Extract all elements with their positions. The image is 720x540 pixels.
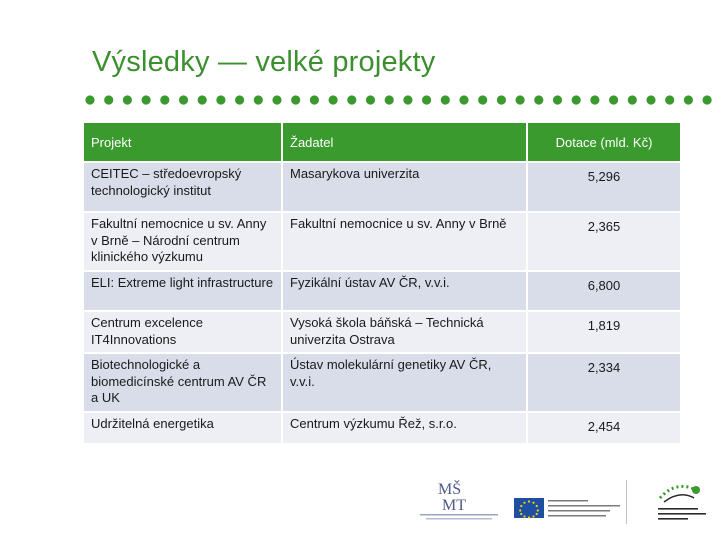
cell-applicant: Centrum výzkumu Řež, s.r.o.	[282, 412, 527, 444]
header-applicant: Žadatel	[282, 123, 527, 162]
header-subsidy: Dotace (mld. Kč)	[527, 123, 681, 162]
divider-dot	[329, 95, 338, 104]
divider-dot	[179, 95, 188, 104]
divider-dot	[310, 95, 319, 104]
divider-dot	[441, 95, 450, 104]
divider-dot	[628, 95, 637, 104]
cell-applicant: Vysoká škola báňská – Technická univerzita Ostrava	[282, 311, 527, 353]
eu-flag-icon	[512, 476, 632, 536]
cell-project: CEITEC – středoevropský technologický institut	[84, 162, 282, 212]
header-project: Projekt	[84, 123, 282, 162]
table-row	[84, 353, 681, 412]
divider-dot	[572, 95, 581, 104]
divider-dot	[123, 95, 132, 104]
slide-title: Výsledky — velké projekty	[92, 46, 436, 78]
divider-dot	[422, 95, 431, 104]
cell-subsidy: 1,819	[527, 311, 681, 353]
cell-project: Fakultní nemocnice u sv. Anny v Brně – Národní centrum klinického výzkumu	[84, 212, 282, 271]
cell-subsidy: 6,800	[527, 271, 681, 311]
cell-subsidy: 2,454	[527, 412, 681, 444]
divider-dot	[272, 95, 281, 104]
table-row	[84, 162, 681, 212]
divider-dot	[403, 95, 412, 104]
cell-subsidy: 2,334	[527, 353, 681, 412]
table-row	[84, 271, 681, 311]
cell-project: Udržitelná energetika	[84, 412, 282, 444]
cell-project: Centrum excelence IT4Innovations	[84, 311, 282, 353]
svg-text:MŠ: MŠ	[438, 481, 462, 498]
divider-dot	[553, 95, 562, 104]
table-row	[84, 311, 681, 353]
divider-dot	[497, 95, 506, 104]
table-header-row	[84, 123, 681, 162]
svg-text:MT: MT	[442, 497, 466, 514]
divider-dot	[104, 95, 113, 104]
table-row	[84, 212, 681, 271]
divider-dot	[478, 95, 487, 104]
divider-dot	[459, 95, 468, 104]
cell-applicant: Masarykova univerzita	[282, 162, 527, 212]
divider-dot	[235, 95, 244, 104]
op-vavpi-logo-icon	[650, 476, 714, 536]
msmt-logo-icon	[418, 476, 500, 536]
divider-dot	[366, 95, 375, 104]
divider-dot	[160, 95, 169, 104]
table-row	[84, 412, 681, 444]
divider-dot	[291, 95, 300, 104]
divider-dot	[703, 95, 712, 104]
divider-dot	[85, 95, 94, 104]
divider-dot	[609, 95, 618, 104]
cell-subsidy: 2,365	[527, 212, 681, 271]
divider-dot	[198, 95, 207, 104]
cell-project: ELI: Extreme light infrastructure	[84, 271, 282, 311]
dotted-divider	[80, 92, 720, 108]
cell-applicant: Ústav molekulární genetiky AV ČR, v.v.i.	[282, 353, 527, 412]
divider-dot	[646, 95, 655, 104]
divider-dot	[254, 95, 263, 104]
projects-table	[84, 123, 682, 445]
cell-applicant: Fakultní nemocnice u sv. Anny v Brně	[282, 212, 527, 271]
cell-project: Biotechnologické a biomedicínské centrum AV ČR a UK	[84, 353, 282, 412]
divider-dot	[590, 95, 599, 104]
divider-dot	[684, 95, 693, 104]
cell-applicant: Fyzikální ústav AV ČR, v.v.i.	[282, 271, 527, 311]
divider-dot	[385, 95, 394, 104]
cell-subsidy: 5,296	[527, 162, 681, 212]
divider-dot	[534, 95, 543, 104]
divider-dot	[142, 95, 151, 104]
divider-dot	[516, 95, 525, 104]
divider-dot	[347, 95, 356, 104]
divider-dot	[665, 95, 674, 104]
divider-dot	[216, 95, 225, 104]
